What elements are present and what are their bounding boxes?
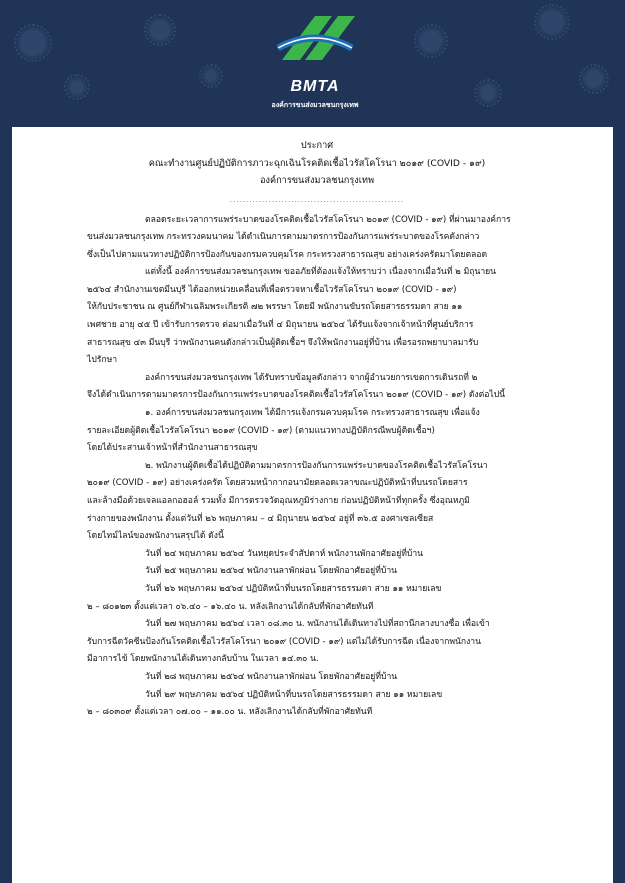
text-line: สาธารณสุข ๔๓ มีนบุรี ว่าพนักงานคนดังกล่าวเป็นผู้ติดเชื้อฯ จึงให้พนักงานอยู่ที่บ้าน เพื่อรอรถพยาบาลมารับ	[87, 337, 479, 348]
text-line: โดยไทม์ไลน์ของพนักงานสรุปได้ ดังนี้	[87, 531, 224, 542]
timeline	[87, 546, 547, 722]
text-line: ตลอดระยะเวลาการแพร่ระบาดของโรคติดเชื้อไวรัสโคโรนา ๒๐๑๙ (COVID - ๑๙) ที่ผ่านมาองค์การ	[145, 214, 511, 225]
text-line: องค์การขนส่งมวลชนกรุงเทพ ได้รับทราบข้อมูลดังกล่าว จากผู้อำนวยการเขตการเดินรถที่ ๒	[145, 372, 478, 383]
text-line: ร่างกายของพนักงาน ตั้งแต่วันที่ ๒๖ พฤษภาคม – ๔ มิถุนายน ๒๕๖๔ อยู่ที่ ๓๖.๕ องศาเซลเซียส	[87, 513, 434, 524]
text-line: ซึ่งเป็นไปตามแนวทางปฏิบัติการป้องกันของกรมควบคุมโรค กระทรวงสาธารณสุข อย่างเคร่งครัดมาโดยตลอด	[87, 249, 488, 260]
virus-decoration	[480, 85, 496, 101]
timeline-entry: วันที่ ๒๘ พฤษภาคม ๒๕๖๔ พนักงานลาพักผ่อน โดยพักอาศัยอยู่ที่บ้าน	[145, 671, 398, 682]
virus-decoration	[20, 30, 46, 56]
bmta-logo-mark	[260, 8, 370, 78]
text-line: และล้างมือด้วยเจลแอลกอฮอล์ รวมทั้ง มีการตรวจวัดอุณหภูมิร่างกาย ก่อนปฏิบัติหน้าที่ทุกครั้ง ซึ่งอุณหภูมิ	[87, 496, 470, 506]
timeline-entry-continued: มีอาการไข้ โดยพนักงานได้เดินทางกลับบ้าน ในเวลา ๑๔.๓๐ น.	[87, 654, 319, 665]
text-line: รายละเอียดผู้ติดเชื้อไวรัสโคโรนา ๒๐๑๙ (COVID - ๑๙) (ตามแนวทางปฏิบัติกรณีพบผู้ติดเชื้อฯ)	[87, 425, 435, 436]
logo-name: BMTA	[290, 78, 340, 95]
text-line: ขนส่งมวลชนกรุงเทพ กระทรวงคมนาคม ได้ดำเนินการตามมาตรการป้องกันการแพร่ระบาดของโรคดังกล่าว	[87, 232, 480, 243]
text-line: โดยได้ประสานเจ้าหน้าที่สำนักงานสาธารณสุข	[87, 443, 258, 454]
timeline-entry-continued: ๒ – ๘๐๓๐๙ ตั้งแต่เวลา ๐๗.๐๐ – ๑๑.๐๐ น. หลังเลิกงานได้กลับที่พักอาศัยทันที	[87, 707, 373, 718]
logo-subtitle: องค์การขนส่งมวลชนกรุงเทพ	[271, 101, 359, 109]
text-line: ๑. องค์การขนส่งมวลชนกรุงเทพ ได้มีการแจ้งกรมควบคุมโรค กระทรวงสาธารณสุข เพื่อแจ้ง	[145, 408, 480, 419]
virus-decoration	[540, 10, 564, 34]
text-line: ให้กับประชาชน ณ ศูนย์กีฬาเฉลิมพระเกียรติ ๗๒ พรรษา โดยมี พนักงานขับรถโดยสารธรรมดา สาย ๑๑	[87, 302, 463, 313]
text-line: จึงได้ดำเนินการตามมาตรการป้องกันการแพร่ระบาดของโรคติดเชื้อไวรัสโคโรนา ๒๐๑๙ (COVID - ๑๙) ดังต่อไปนี้	[87, 390, 506, 401]
timeline-entry: วันที่ ๒๖ พฤษภาคม ๒๕๖๔ ปฏิบัติหน้าที่บนรถโดยสารธรรมดา สาย ๑๑ หมายเลข	[145, 583, 442, 594]
virus-decoration	[585, 70, 603, 88]
text-line: ๒. พนักงานผู้ติดเชื้อได้ปฏิบัติตามมาตรการป้องกันการแพร่ระบาดของโรคติดเชื้อไวรัสโคโรนา	[145, 460, 488, 471]
paragraph-5	[87, 458, 547, 546]
timeline-entry-continued: รับการฉีดวัคซีนป้องกันโรคติดเชื้อไวรัสโคโรนา ๒๐๑๙ (COVID - ๑๙) แต่ไม่ได้รับการฉีด เนื่องจากพนักงาน	[87, 636, 481, 647]
bmta-logo	[260, 8, 370, 113]
virus-decoration	[205, 70, 217, 82]
text-line: ๒๕๖๔ สำนักงานเขตมีนบุรี ได้ออกหน่วยเคลื่อนที่เพื่อตรวจหาเชื้อไวรัสโคโรนา ๒๐๑๙ (COVID - ๑๙)	[87, 284, 457, 295]
paragraph-4	[87, 405, 547, 458]
timeline-entry: วันที่ ๒๔ พฤษภาคม ๒๕๖๔ วันหยุดประจำสัปดาห์ พนักงานพักอาศัยอยู่ที่บ้าน	[145, 548, 424, 559]
timeline-entry: วันที่ ๒๕ พฤษภาคม ๒๕๖๔ พนักงานลาพักผ่อน โดยพักอาศัยอยู่ที่บ้าน	[145, 566, 398, 577]
text-line: ๒๐๑๙ (COVID - ๑๙) อย่างเคร่งครัด โดยสวมหน้ากากอนามัยตลอดเวลาขณะปฏิบัติหน้าที่บนรถโดยสาร	[87, 478, 468, 489]
committee-title: คณะทำงานศูนย์ปฏิบัติการภาวะฉุกเฉินโรคติดเชื้อไวรัสโคโรนา ๒๐๑๙ (COVID - ๑๙)	[148, 157, 486, 169]
virus-decoration	[150, 20, 170, 40]
timeline-entry: วันที่ ๒๗ พฤษภาคม ๒๕๖๔ เวลา ๐๘.๓๐ น. พนักงานได้เดินทางไปที่สถานีกลางบางซื่อ เพื่อเข้า	[145, 619, 490, 630]
announcement-paper	[12, 127, 613, 883]
paragraph-1	[87, 212, 547, 265]
timeline-entry: วันที่ ๒๙ พฤษภาคม ๒๕๖๔ ปฏิบัติหน้าที่บนรถโดยสารธรรมดา สาย ๑๑ หมายเลข	[145, 689, 443, 700]
timeline-entry-continued: ๒ – ๘๐๑๒๓ ตั้งแต่เวลา ๐๖.๔๐ – ๑๖.๔๐ น. หลังเลิกงานได้กลับที่พักอาศัยทันที	[87, 601, 374, 612]
header-divider: ......................................................	[229, 195, 405, 204]
text-line: ไปรักษา	[87, 355, 118, 366]
virus-decoration	[420, 30, 442, 52]
announcement-content	[87, 137, 547, 722]
paragraph-3	[87, 370, 547, 405]
virus-decoration	[70, 80, 84, 94]
announcement-label: ประกาศ	[300, 140, 334, 151]
text-line: เพศชาย อายุ ๔๕ ปี เข้ารับการตรวจ ต่อมาเมื่อวันที่ ๔ มิถุนายน ๒๕๖๔ ได้รับแจ้งจากเจ้าหน้าที่ศูนย์บริการ	[87, 320, 474, 331]
paragraph-2	[87, 264, 547, 370]
organization-name: องค์การขนส่งมวลชนกรุงเทพ	[259, 175, 375, 186]
text-line: แต่ทั้งนี้ องค์การขนส่งมวลชนกรุงเทพ ขออภัยที่ต้องแจ้งให้ทราบว่า เนื่องจากเมื่อวันที่ ๒ มิถุนายน	[145, 267, 497, 278]
